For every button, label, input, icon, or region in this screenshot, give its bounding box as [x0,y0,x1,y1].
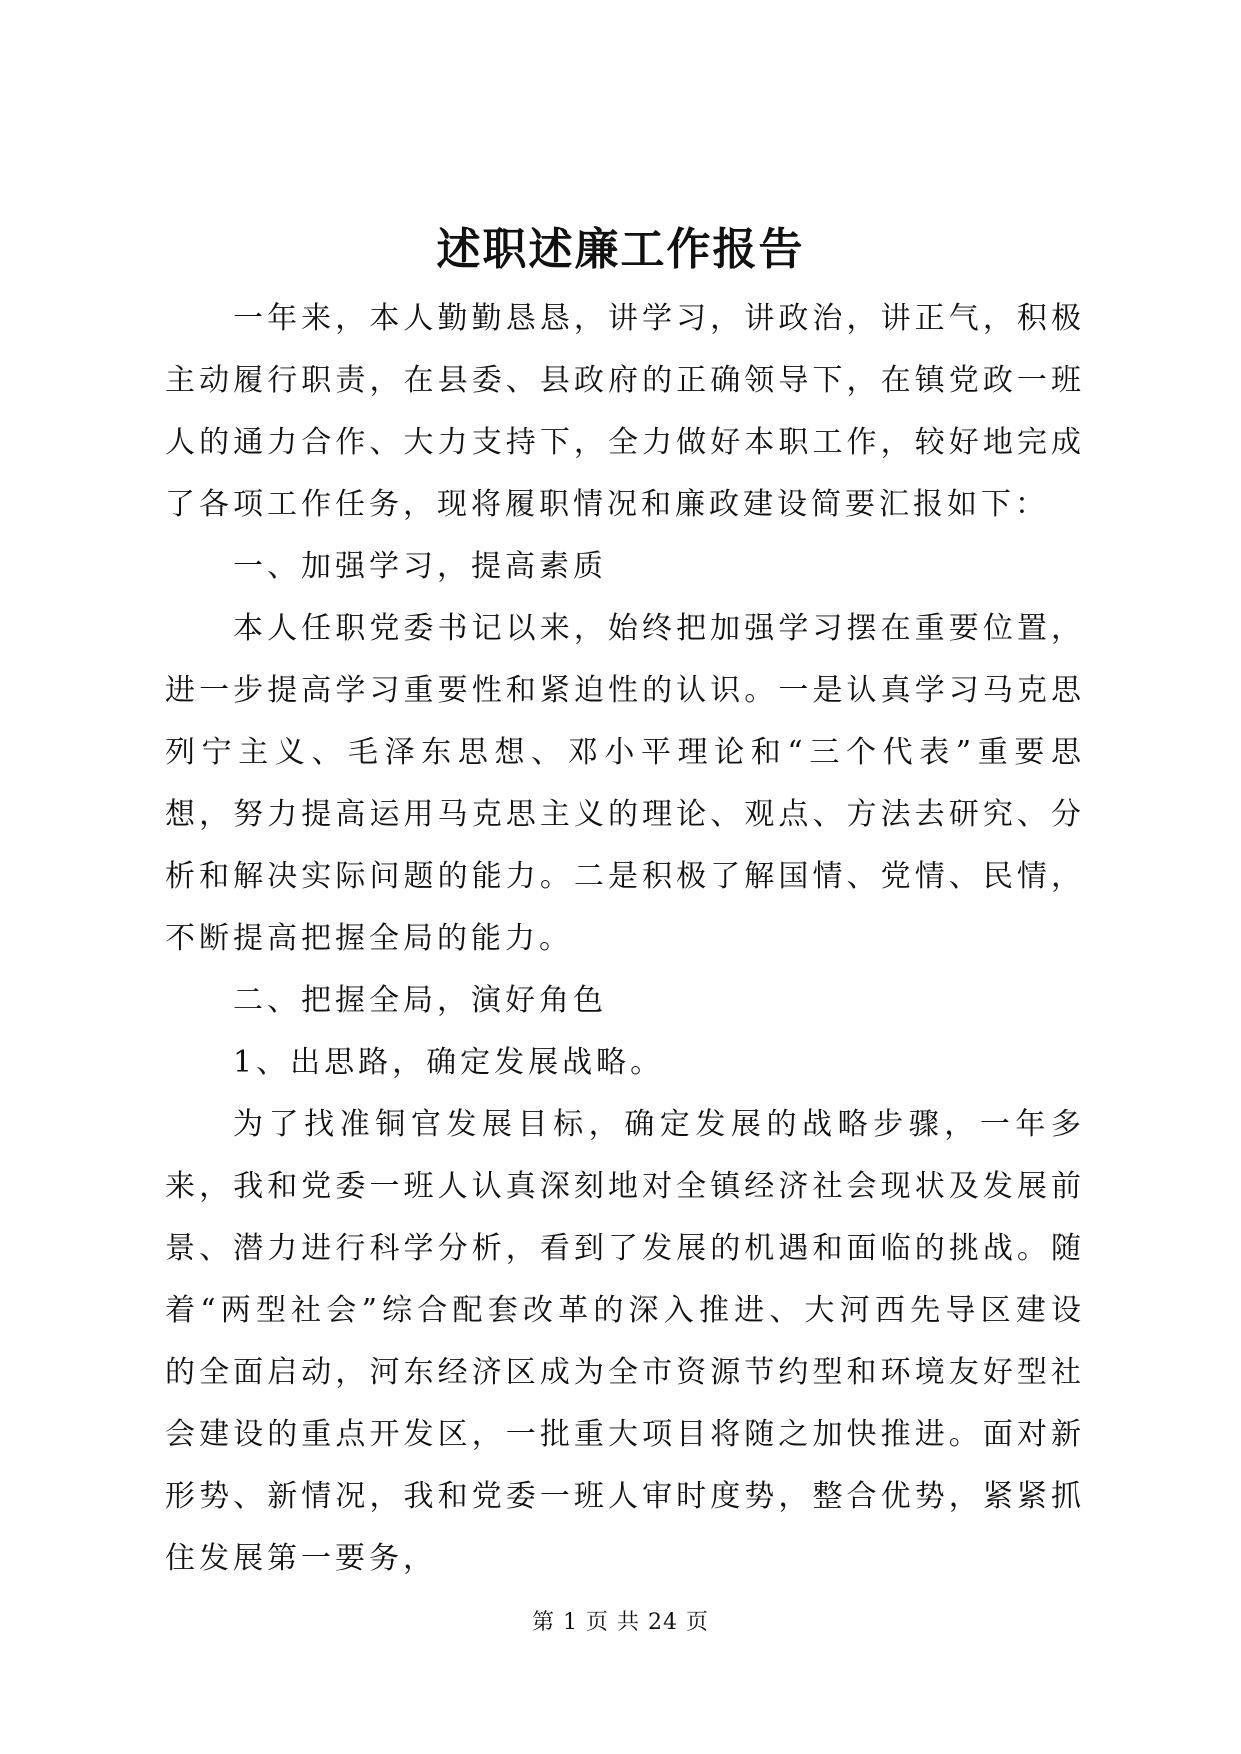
intro-paragraph: 一年来，本人勤勤恳恳，讲学习，讲政治，讲正气，积极主动履行职责，在县委、县政府的正确领导下，在镇党政一班人的通力合作、大力支持下，全力做好本职工作，较好地完成了各项工作任务，现将履职情况和廉政建设简要汇报如下： [165,301,1085,522]
page-footer: 第 1 页 共 24 页 [532,1610,709,1635]
document-title: 述职述廉工作报告 [436,224,805,275]
document-body [165,288,1085,1590]
section-1-paragraph: 本人任职党委书记以来，始终把加强学习摆在重要位置，进一步提高学习重要性和紧迫性的认识。一是认真学习马克思列宁主义、毛泽东思想、邓小平理论和“三个代表”重要思想，努力提高运用马克思主义的理论、观点、方法去研究、分析和解决实际问题的能力。二是积极了解国情、党情、民情，不断提高把握全局的能力。 [165,611,1085,956]
subsection-1-paragraph: 为了找准铜官发展目标，确定发展的战略步骤，一年多来，我和党委一班人认真深刻地对全镇经济社会现状及发展前景、潜力进行科学分析，看到了发展的机遇和面临的挑战。随着“两型社会”综合配套改革的深入推进、大河西先导区建设的全面启动，河东经济区成为全市资源节约型和环境友好型社会建设的重点开发区，一批重大项目将随之加快推进。面对新形势、新情况，我和党委一班人审时度势，整合优势，紧紧抓住发展第一要务， [165,1107,1085,1576]
subsection-heading-1: 1、出思路，确定发展战略。 [233,1045,665,1080]
section-heading-2: 二、把握全局，演好角色 [233,983,607,1018]
section-heading-1: 一、加强学习，提高素质 [233,549,607,584]
